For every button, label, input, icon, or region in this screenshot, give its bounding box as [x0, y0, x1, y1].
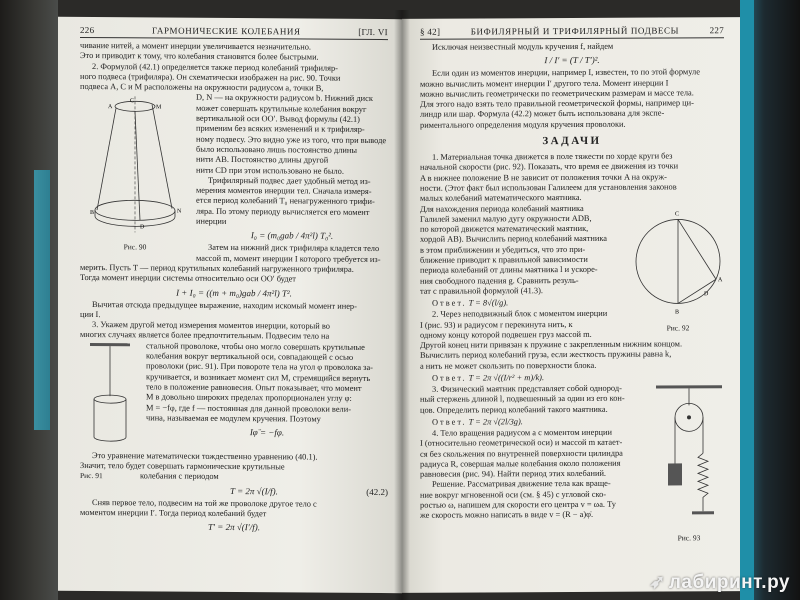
section-label: § 42]: [420, 26, 441, 37]
text-line: тело в положение равновесия. Опыт показывает, что момент: [146, 382, 362, 393]
text-line: одному концу которой подвешен груз массой m.: [420, 329, 592, 340]
text-line: малых колебаний математического маятника.: [420, 193, 582, 204]
torsion-pendulum-diagram: [80, 341, 140, 451]
fig93-block: [420, 383, 724, 544]
text-line: по которой движется математический маятник,: [420, 224, 589, 234]
text-line: I (рис. 93) и радиусом r перекинута нить, к: [420, 319, 573, 330]
text-line: многих случаях является более предпочтительным. Подвесим тело на: [80, 330, 330, 342]
text-line: может совершать крутильные колебания вокруг: [196, 103, 367, 114]
text-line: 1. Материальная точка движется в поле тяжести по хорде круги без: [432, 151, 673, 162]
svg-text:C: C: [675, 210, 680, 218]
text-line: применим без всяких изменений и к трифиляр-: [196, 124, 365, 135]
running-title-left: ГАРМОНИЧЕСКИЕ КОЛЕБАНИЯ: [152, 25, 301, 37]
text-line: 4. Тело вращения радиусом a с моментом инерции: [432, 427, 612, 438]
text-line: моментом инерции I′. Тогда период колебаний будет: [80, 507, 267, 519]
watermark: ➶ лабиринт.ру: [649, 572, 790, 593]
circle-chord-diagram: [632, 203, 724, 323]
text-line: а нить не может скользить по поверхности блока.: [420, 360, 597, 371]
text-line: вертикальной оси OO′. Вывод формулы (42.1): [196, 113, 360, 124]
text-line: ный стержень длиной l, подвешенный за один из его кон-: [420, 394, 625, 405]
text-line: Для этого надо взять тело правильной геометрической формы, например ци-: [420, 98, 694, 109]
text-line: было использовано лишь постоянство длины: [196, 144, 357, 155]
svg-text:A: A: [718, 276, 723, 283]
fig93-text: [420, 384, 650, 544]
text-line: радиуса R, совершая малые колебания около положения: [420, 458, 621, 469]
text-line: ние вокруг мгновенной оси (см. § 45) с угловой ско-: [420, 489, 607, 500]
text-line: Это и приводит к тому, что колебания становятся более быстрыми.: [80, 51, 319, 62]
formula: T′ = 2π √(I′/f).: [208, 522, 260, 533]
fig91-caption-row: [80, 471, 388, 483]
bird-logo-icon: ➶: [649, 572, 666, 593]
svg-text:D: D: [140, 224, 145, 231]
text-line: A в нижнее положение B не зависит от положения точки A на окруж-: [420, 172, 667, 183]
text-line: можно вычислить геометрически по геометрическим размерам и массе тела.: [420, 88, 694, 99]
text-line: Значит, тело будет совершать гармонические крутильные: [80, 460, 285, 472]
text-line: Вычислить период колебаний груза, если жесткость пружины равна k,: [420, 349, 672, 361]
fig91-block: [80, 341, 388, 453]
text-line: Исключая неизвестный модуль кручения f, найдем: [432, 41, 614, 52]
text-line: подвеса A, C и M расположены на окружности радиусом a, точки B,: [80, 82, 324, 93]
fig91-caption: Рис. 91: [80, 471, 103, 481]
text-line: мерить. Пусть T — период крутильных колебаний нагруженного трифиляра.: [80, 262, 354, 274]
text-line: ции I.: [80, 309, 101, 319]
left-running-head: [80, 25, 388, 40]
page-number-left: 226: [80, 24, 95, 36]
right-page: [402, 17, 740, 593]
book-cover-left: [0, 0, 58, 600]
text-line: Трифилярный подвес дает удобный метод из-: [208, 175, 371, 186]
text-line: же скорость можно написать в виде v = (R − a)φ̇.: [420, 510, 594, 521]
text-line: ности. (Этот факт был использован Галилеем для установления законов: [420, 182, 677, 193]
equation-number: (42.2): [366, 486, 388, 497]
text-line: ния свободного падения g. Сравнить резуль-: [420, 275, 579, 286]
fig92-text: [420, 203, 628, 341]
answer-2: Ответ. T = 2π √((I/r² + m)/k).: [432, 373, 545, 383]
svg-text:B: B: [675, 308, 680, 316]
section-heading: ЗАДАЧИ: [542, 134, 602, 148]
formula: I₀ = (m₀gab / 4π²l) T₀².: [250, 230, 334, 242]
cover-band: [34, 170, 50, 430]
chapter-label: [ГЛ. VI: [358, 26, 388, 38]
figure-92: [632, 203, 724, 340]
text-line: кручивается, и возникает момент сил M, стремящийся вернуть: [146, 372, 371, 383]
text-line: Галилей заменил малую дугу окружности ADB,: [420, 213, 592, 224]
fig93-caption: Рис. 93: [677, 533, 701, 543]
text-line: колебания с периодом: [140, 471, 219, 482]
book-gutter: [394, 10, 410, 600]
svg-text:A: A: [108, 104, 113, 111]
svg-text:N: N: [177, 209, 182, 216]
text-line: инерции: [196, 216, 227, 227]
book-cover-right: [740, 0, 800, 600]
text-line: 2. Через неподвижный блок с моментом инерции: [432, 309, 608, 319]
answer-3: Ответ. T = 2π √(2l/3g).: [432, 417, 523, 427]
text-line: начальной скорости (рис. 92). Показать, что время ее движения из точки: [420, 161, 679, 173]
text-line: Сняв первое тело, подвесим на той же проволоке другое тело с: [92, 497, 317, 509]
text-line: Решение. Рассматривая движение тела как враще-: [432, 479, 611, 490]
text-line: нити AB. Постоянство длины другой: [196, 155, 329, 165]
fig90-caption: Рис. 90: [123, 242, 147, 252]
fig92-caption: Рис. 92: [666, 322, 690, 333]
page-number-right: 227: [709, 25, 724, 36]
text-line: тат с правильной формулой (41.3).: [420, 286, 543, 296]
text-line: D, N — на окружности радиусом b. Нижний диск: [196, 93, 373, 104]
formula: I / I′ = (T / T′)².: [544, 55, 600, 66]
text-line: чина, называемая ее модулем кручения. Поэтому: [146, 413, 321, 424]
left-page: [58, 17, 402, 593]
text-line: ному подвесу. Это видно уже из того, что при выводе: [196, 134, 387, 145]
cover-edge: [740, 0, 754, 600]
text-line: можно вычислить момент инерции I′ другого тела. Момент инерции I: [420, 78, 669, 89]
text-line: M = −fφ, где f — постоянная для данной проволоки вели-: [146, 402, 351, 414]
text-line: Это уравнение математически тождественно уравнению (40.1).: [92, 450, 318, 462]
fig90-text: [196, 93, 388, 265]
text-line: стальной проволоке, чтобы оно могло совершать крутильные: [146, 341, 365, 352]
trifilar-diagram: [80, 92, 190, 243]
right-running-head: [420, 25, 724, 40]
text-line: нити CD при этом использовано не было.: [196, 165, 344, 176]
figure-90: [80, 92, 190, 263]
svg-text:C: C: [130, 98, 135, 105]
text-line: колебания вокруг вертикальной оси, совпадающей с осью: [146, 351, 354, 362]
text-line: мерения моментов инерции тел. Сначала измеря-: [196, 185, 372, 197]
text-line: M в довольно широких пределах пропорционален углу φ:: [146, 392, 352, 404]
formula-numbered: T = 2π √(I/f). (42.2): [230, 485, 388, 497]
text-line: 2. Формулой (42.1) определяется также период колебаний трифиляр-: [92, 61, 338, 73]
text-line: ется период колебаний T₀ ненагруженного трифи-: [196, 196, 375, 207]
fig92-block: [420, 203, 724, 341]
text-line: хордой AB). Вычислить период колебаний маятника: [420, 234, 608, 245]
svg-text:B: B: [90, 210, 95, 217]
fig91-text: [146, 341, 388, 453]
fig90-block: [80, 92, 388, 265]
text-line: Вычитая отсюда предыдущее выражение, находим искомый момент инер-: [92, 299, 357, 311]
text-line: чивание нитей, а момент инерции увеличивается незначительно.: [80, 40, 312, 52]
formula: Iφ̈ = −fφ.: [249, 427, 285, 438]
svg-text:D: D: [704, 290, 709, 297]
text-line: цов. Определить период колебаний такого маятника.: [420, 404, 608, 415]
text-line: ближение приводит к правильной зависимости: [420, 254, 588, 265]
text-line: проволоки (рис. 91). При повороте тела на угол φ проволока за-: [146, 361, 373, 373]
figure-91: [80, 341, 140, 451]
text-line: массой m, момент инерции I которого требуется из-: [196, 253, 381, 264]
text-line: 3. Физический маятник представляет собой однород-: [432, 383, 622, 394]
text-line: ного подвеса (трифиляра). Он схематически изображен на рис. 90. Точки: [80, 71, 341, 83]
text-line: Затем на нижний диск трифиляра кладется тело: [208, 243, 380, 254]
pulley-spring-diagram: [654, 383, 724, 533]
text-line: ся без скольжения по внутренней поверхности цилиндра: [420, 448, 623, 459]
text-line: I (относительно геометрической оси) и массой m катает-: [420, 437, 623, 448]
text-line: Тогда момент инерции системы относительно оси OO′ будет: [80, 273, 296, 284]
answer-1: Ответ. T = 8√(l/g).: [432, 298, 509, 308]
text-line: линдр или шар. Формула (42.2) может быть использована для экспе-: [420, 108, 665, 120]
running-title-right: БИФИЛЯРНЫЙ И ТРИФИЛЯРНЫЙ ПОДВЕСЫ: [470, 25, 680, 37]
text-line: Если один из моментов инерции, например I, известен, то по этой формуле: [432, 67, 700, 79]
text-line: Другой конец нити привязан к пружине с закрепленным нижним концом.: [420, 339, 683, 350]
text-line: риментального определения модуля кручения проволоки.: [420, 119, 626, 130]
text-line: равновесия (рис. 94). Найти период этих колебаний.: [420, 468, 607, 479]
text-line: Для нахождения периода колебаний маятника: [420, 203, 584, 214]
text-line: ростью ω, напишем для скорости его центра v = ωa. Ту: [420, 499, 616, 510]
formula: I + I₀ = ((m + m₀)gab / 4π²l) T².: [176, 287, 292, 298]
text-line: периода колебаний от длины маятника l и ускоре-: [420, 265, 598, 276]
svg-text:M: M: [156, 104, 162, 112]
text-line: в этом приближении и убедиться, что это при-: [420, 244, 586, 255]
text-line: ляра. По этому периоду вычисляется его момент: [196, 206, 370, 217]
text-line: 3. Укажем другой метод измерения моментов инерции, который во: [92, 320, 330, 331]
figure-93: [654, 383, 724, 542]
